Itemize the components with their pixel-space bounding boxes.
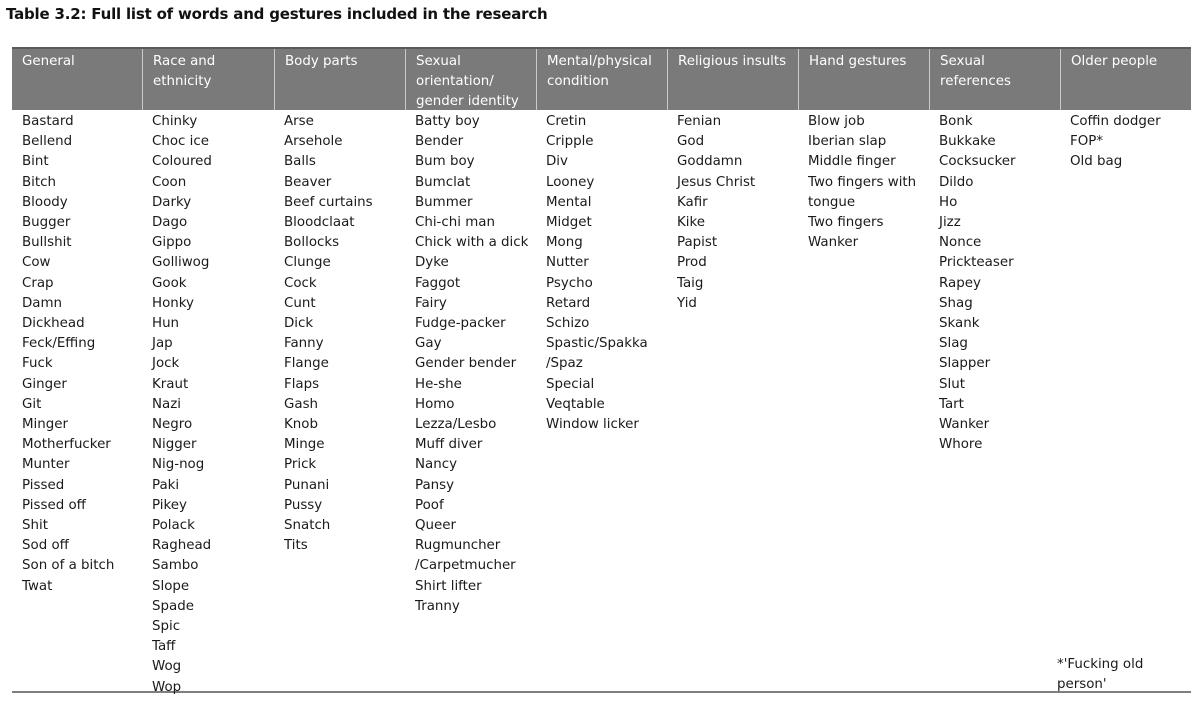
table-cell: Fenian	[677, 114, 722, 129]
table-cell: Wog	[152, 659, 182, 675]
table-cell: Pikey	[152, 497, 187, 513]
table-cell: Tranny	[415, 598, 460, 614]
table-cell: Wanker	[808, 235, 859, 251]
table-cell: Beef curtains	[284, 194, 373, 210]
table-cell: Raghead	[152, 538, 212, 554]
table-cell: Iberian slap	[808, 134, 887, 150]
table-cell: Jizz	[939, 215, 961, 231]
table-cell: Feck/Effing	[22, 336, 96, 352]
table-cell: Retard	[546, 295, 591, 311]
table-cell: Shit	[22, 518, 48, 534]
table-cell: Kike	[677, 215, 706, 231]
column-header-general	[12, 49, 142, 110]
table-cell: Nigger	[152, 437, 197, 453]
table-cell: Minge	[284, 437, 325, 453]
table-cell: Bollocks	[284, 235, 340, 251]
table-cell: Bum boy	[415, 154, 475, 170]
table-cell: Slapper	[939, 356, 991, 372]
column-header-older-people	[1060, 49, 1191, 110]
table-cell: Nonce	[939, 235, 982, 251]
table-cell: Bloodclaat	[284, 215, 355, 231]
table-cell: Arse	[284, 114, 314, 129]
table-cell: Cow	[22, 255, 51, 271]
footnote-line: person'	[1057, 677, 1107, 693]
table-cell: Psycho	[546, 275, 593, 291]
table-cell: Gender bender	[415, 356, 517, 372]
table-cell: Bellend	[22, 134, 73, 150]
table-cell: Poof	[415, 497, 444, 513]
column-sexual-references	[929, 110, 1060, 455]
table-cell: Bonk	[939, 114, 973, 129]
table-cell: Cock	[284, 275, 317, 291]
table-cell: Tits	[284, 538, 308, 554]
column-header-line: condition	[547, 74, 609, 89]
table-cell: Coffin dodger	[1070, 114, 1161, 129]
table-cell: He-she	[415, 376, 462, 392]
table-cell: Special	[546, 376, 595, 392]
table-title: Table 3.2: Full list of words and gestures included in the research	[6, 5, 548, 23]
table-cell: Dyke	[415, 255, 449, 271]
table-cell: Prod	[677, 255, 707, 271]
table-cell: Dickhead	[22, 316, 85, 332]
table-cell: Spastic/Spakka	[546, 336, 648, 352]
table-cell: Chi-chi man	[415, 215, 495, 231]
table-cell: Gay	[415, 336, 442, 352]
table-cell: Motherfucker	[22, 437, 111, 453]
column-header-line: Body parts	[285, 54, 358, 69]
table-cell: Veqtable	[546, 396, 605, 412]
table-cell: Golliwog	[152, 255, 210, 271]
table-cell: Git	[22, 396, 42, 412]
column-header-line: orientation/	[416, 74, 494, 89]
table-cell: Crap	[22, 275, 54, 291]
table-cell: Bumclat	[415, 174, 471, 190]
table-cell: Two fingers with	[808, 174, 917, 190]
table-cell: Chinky	[152, 114, 198, 129]
table-cell: Sambo	[152, 558, 199, 574]
table-cell: Shag	[939, 295, 973, 311]
table-cell: Clunge	[284, 255, 331, 271]
column-header-race-ethnicity	[142, 49, 274, 110]
table-cell: Tart	[939, 396, 964, 412]
table-cell: Snatch	[284, 518, 331, 534]
table-cell: Slope	[152, 578, 190, 594]
table-cell: Wanker	[939, 417, 990, 433]
table-cell: Cripple	[546, 134, 594, 150]
table-cell: Honky	[152, 295, 194, 311]
table-cell: Nazi	[152, 396, 181, 412]
table-cell: Jap	[152, 336, 173, 352]
table-cell: Twat	[22, 578, 53, 594]
table-cell: Damn	[22, 295, 63, 311]
table-cell: Yid	[677, 295, 697, 311]
table-cell: Batty boy	[415, 114, 480, 129]
column-header-line: Older people	[1071, 54, 1158, 69]
column-header-line: gender identity	[416, 94, 519, 109]
column-header-hand-gestures	[798, 49, 929, 110]
table-cell: Flange	[284, 356, 329, 372]
table-cell: Spade	[152, 598, 194, 614]
table-cell: Shirt lifter	[415, 578, 482, 594]
column-body-parts	[274, 110, 405, 556]
table-cell: Bender	[415, 134, 464, 150]
table-cell: Fairy	[415, 295, 447, 311]
table-cell: Minger	[22, 417, 69, 433]
table-cell: Arsehole	[284, 134, 343, 150]
table-cell: Queer	[415, 518, 457, 534]
table-cell: Whore	[939, 437, 983, 453]
table-cell: Jock	[152, 356, 180, 372]
column-header-line: Mental/physical	[547, 54, 652, 69]
table-cell: Bullshit	[22, 235, 72, 251]
column-general	[12, 110, 142, 597]
table-cell: Knob	[284, 417, 318, 433]
table-cell: Kraut	[152, 376, 189, 392]
table-cell: Mong	[546, 235, 583, 251]
table-cell: Munter	[22, 457, 70, 473]
table-cell: Skank	[939, 316, 980, 332]
table-cell: Faggot	[415, 275, 461, 291]
table-cell: Midget	[546, 215, 592, 231]
table-cell: Window licker	[546, 417, 639, 433]
column-header-line: Religious insults	[678, 54, 787, 69]
table-cell: Two fingers	[808, 215, 884, 231]
table-cell: Cocksucker	[939, 154, 1016, 170]
column-older-people	[1060, 110, 1191, 173]
column-header-sexual-orientation-gender-identity	[405, 49, 536, 110]
column-hand-gestures	[798, 110, 929, 253]
column-header-line: ethnicity	[153, 74, 212, 89]
table-cell: /Spaz	[546, 356, 583, 372]
table-cell: Chick with a dick	[415, 235, 529, 251]
table-cell: Bint	[22, 154, 49, 170]
table-cell: Pansy	[415, 477, 455, 493]
table-cell: Rugmuncher	[415, 538, 501, 554]
table-cell: Slut	[939, 376, 965, 392]
column-header-line: Sexual	[416, 54, 461, 69]
table-cell: Looney	[546, 174, 595, 190]
table-cell: Dildo	[939, 174, 974, 190]
table-cell: Gook	[152, 275, 187, 291]
table-cell: Balls	[284, 154, 316, 170]
table-cell: Homo	[415, 396, 455, 412]
column-header-line: Sexual references	[940, 54, 1011, 89]
table-cell: Son of a bitch	[22, 558, 115, 574]
table-cell: Hun	[152, 316, 180, 332]
table-cell: Old bag	[1070, 154, 1123, 170]
column-header-mental-physical-condition	[536, 49, 667, 110]
table-cell: Taig	[677, 275, 704, 291]
table-cell: Coloured	[152, 154, 212, 170]
column-header-line: Hand gestures	[809, 54, 907, 69]
table-cell: Cretin	[546, 114, 587, 129]
table-cell: Slag	[939, 336, 968, 352]
table-cell: Bastard	[22, 114, 74, 129]
table-cell: Darky	[152, 194, 192, 210]
table-cell: Lezza/Lesbo	[415, 417, 497, 433]
column-sexual-orientation-gender-identity	[405, 110, 536, 617]
words-gestures-table	[12, 47, 1191, 693]
table-cell: Div	[546, 154, 568, 170]
table-cell: Schizo	[546, 316, 590, 332]
table-cell: Gippo	[152, 235, 192, 251]
table-cell: Coon	[152, 174, 187, 190]
table-cell: Bummer	[415, 194, 473, 210]
table-cell: Sod off	[22, 538, 69, 554]
table-cell: Taff	[152, 639, 176, 655]
table-cell: Choc ice	[152, 134, 209, 150]
table-cell: Pissed off	[22, 497, 86, 513]
column-header-sexual-references	[929, 49, 1060, 110]
table-cell: Pussy	[284, 497, 323, 513]
table-cell: God	[677, 134, 705, 150]
table-cell: Ho	[939, 194, 958, 210]
table-cell: tongue	[808, 194, 856, 210]
table-cell: Pissed	[22, 477, 65, 493]
table-cell: Nig-nog	[152, 457, 205, 473]
table-cell: Bukkake	[939, 134, 996, 150]
table-cell: Blow job	[808, 114, 865, 129]
table-cell: Spic	[152, 619, 181, 635]
table-cell: Dick	[284, 316, 314, 332]
table-cell: Prickteaser	[939, 255, 1014, 271]
column-header-religious-insults	[667, 49, 798, 110]
table-cell: Punani	[284, 477, 330, 493]
table-cell: Fuck	[22, 356, 53, 372]
table-cell: Jesus Christ	[677, 174, 756, 190]
table-header-row	[12, 47, 1191, 110]
table-cell: Rapey	[939, 275, 981, 291]
table-cell: Wop	[152, 679, 182, 695]
table-cell: Bitch	[22, 174, 57, 190]
table-cell: Flaps	[284, 376, 320, 392]
table-cell: Middle finger	[808, 154, 896, 170]
table-cell: Beaver	[284, 174, 332, 190]
table-cell: Nancy	[415, 457, 457, 473]
table-cell: FOP*	[1070, 134, 1104, 150]
footnote-line: *'Fucking old	[1057, 657, 1144, 672]
table-cell: Goddamn	[677, 154, 743, 170]
table-cell: Prick	[284, 457, 317, 473]
table-cell: Bugger	[22, 215, 71, 231]
table-cell: Papist	[677, 235, 718, 251]
table-cell: Mental	[546, 194, 592, 210]
table-cell: Dago	[152, 215, 188, 231]
table-cell: Kafir	[677, 194, 708, 210]
column-mental-physical-condition	[536, 110, 667, 435]
table-cell: Muff diver	[415, 437, 483, 453]
table-cell: Nutter	[546, 255, 589, 271]
footnote	[1057, 655, 1143, 695]
table-cell: Ginger	[22, 376, 67, 392]
column-header-body-parts	[274, 49, 405, 110]
column-header-line: Race and	[153, 54, 216, 69]
table-cell: Cunt	[284, 295, 316, 311]
table-cell: Fudge-packer	[415, 316, 506, 332]
table-cell: /Carpetmucher	[415, 558, 516, 574]
column-race-ethnicity	[142, 110, 274, 698]
column-religious-insults	[667, 110, 798, 314]
table-cell: Negro	[152, 417, 193, 433]
table-cell: Gash	[284, 396, 319, 412]
table-cell: Polack	[152, 518, 195, 534]
table-cell: Fanny	[284, 336, 324, 352]
table-cell: Paki	[152, 477, 180, 493]
column-header-line: General	[22, 54, 75, 69]
table-cell: Bloody	[22, 194, 68, 210]
